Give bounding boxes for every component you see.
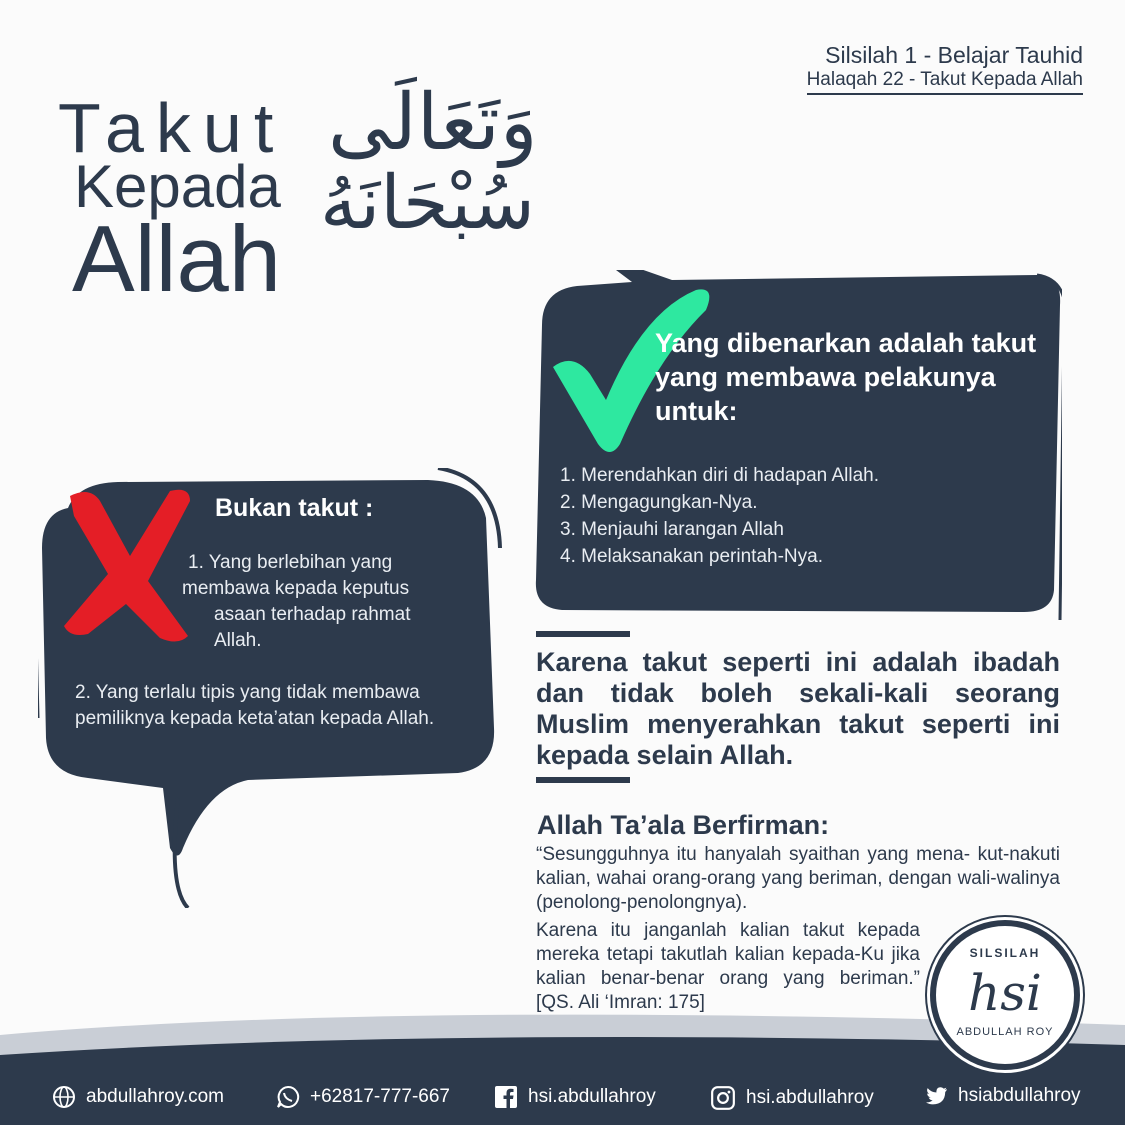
footer-whatsapp[interactable] xyxy=(276,1085,450,1109)
left-box-point-1 xyxy=(182,550,472,654)
footer-instagram[interactable] xyxy=(710,1085,874,1111)
divider-bottom xyxy=(536,777,630,783)
right-box-list xyxy=(560,462,879,570)
facebook-icon xyxy=(494,1085,518,1109)
point-1-line-2: membawa kepada keputus xyxy=(182,578,410,599)
title-line-1: Takut xyxy=(58,89,286,167)
twitter-icon xyxy=(926,1086,948,1106)
instagram-icon xyxy=(710,1085,736,1111)
calligraphy-line-2: سُبْحَانَهُ xyxy=(320,160,535,246)
logo-main-text: hsi xyxy=(968,964,1042,1022)
series-title: Silsilah 1 - Belajar Tauhid xyxy=(825,42,1083,68)
globe-icon xyxy=(52,1085,76,1109)
series-header xyxy=(807,42,1083,95)
cross-icon xyxy=(60,486,200,646)
website-label: abdullahroy.com xyxy=(86,1086,225,1107)
quote-part-2: Karena itu janganlah kalian takut kepada mereka tetapi takutlah kalian kepada-Ku jika kalian benar-benar orang yang beriman.” [QS. Ali ‘Imran: 175] xyxy=(536,920,920,1013)
footer-twitter[interactable] xyxy=(926,1085,1081,1107)
point-1-line-4: Allah. xyxy=(214,630,262,651)
firman-title: Allah Ta’ala Berfirman: xyxy=(537,810,830,840)
twitter-label: hsiabdullahroy xyxy=(958,1085,1081,1106)
title-line-2: Kepada xyxy=(74,153,281,220)
hsi-logo xyxy=(930,920,1080,1070)
arabic-calligraphy xyxy=(312,78,538,318)
divider-top xyxy=(536,631,630,637)
point-1-line-3: asaan terhadap rahmat xyxy=(214,604,411,625)
footer-website[interactable] xyxy=(52,1085,224,1109)
right-box-title: Yang dibenarkan adalah takut yang membawa pelakunya untuk: xyxy=(655,328,1037,426)
list-item: 4. Melaksanakan perintah-Nya. xyxy=(560,546,823,567)
left-box-point-2: 2. Yang terlalu tipis yang tidak membawa pemiliknya kepada keta’atan kepada Allah. xyxy=(75,682,435,729)
list-item: 3. Menjauhi larangan Allah xyxy=(560,519,784,540)
left-box-title: Bukan takut : xyxy=(215,494,374,522)
footer-facebook[interactable] xyxy=(494,1085,656,1109)
episode-title: Halaqah 22 - Takut Kepada Allah xyxy=(807,69,1083,95)
point-1-line-1: 1. Yang berlebihan yang xyxy=(188,552,393,573)
whatsapp-icon xyxy=(276,1085,300,1109)
title-line-3: Allah xyxy=(72,206,282,311)
main-statement: Karena takut seperti ini adalah ibadah dan tidak boleh sekali-kali seorang Muslim menyerahkan takut seperti ini kepada selain Allah. xyxy=(536,647,1060,770)
logo-top-text: SILSILAH xyxy=(969,946,1041,960)
logo-bottom-text: ABDULLAH ROY xyxy=(956,1026,1054,1038)
whatsapp-label: +62817-777-667 xyxy=(310,1086,450,1107)
list-item: 2. Mengagungkan-Nya. xyxy=(560,492,758,513)
facebook-label: hsi.abdullahroy xyxy=(528,1086,656,1107)
instagram-label: hsi.abdullahroy xyxy=(746,1087,874,1108)
list-item: 1. Merendahkan diri di hadapan Allah. xyxy=(560,465,880,486)
calligraphy-line-1: وَتَعَالَى xyxy=(328,78,538,168)
quote-part-1: “Sesungguhnya itu hanyalah syaithan yang mena- kut-nakuti kalian, wahai orang-orang yang beriman, dengan wali-walinya (penolong-penolongnya). xyxy=(536,844,1060,913)
